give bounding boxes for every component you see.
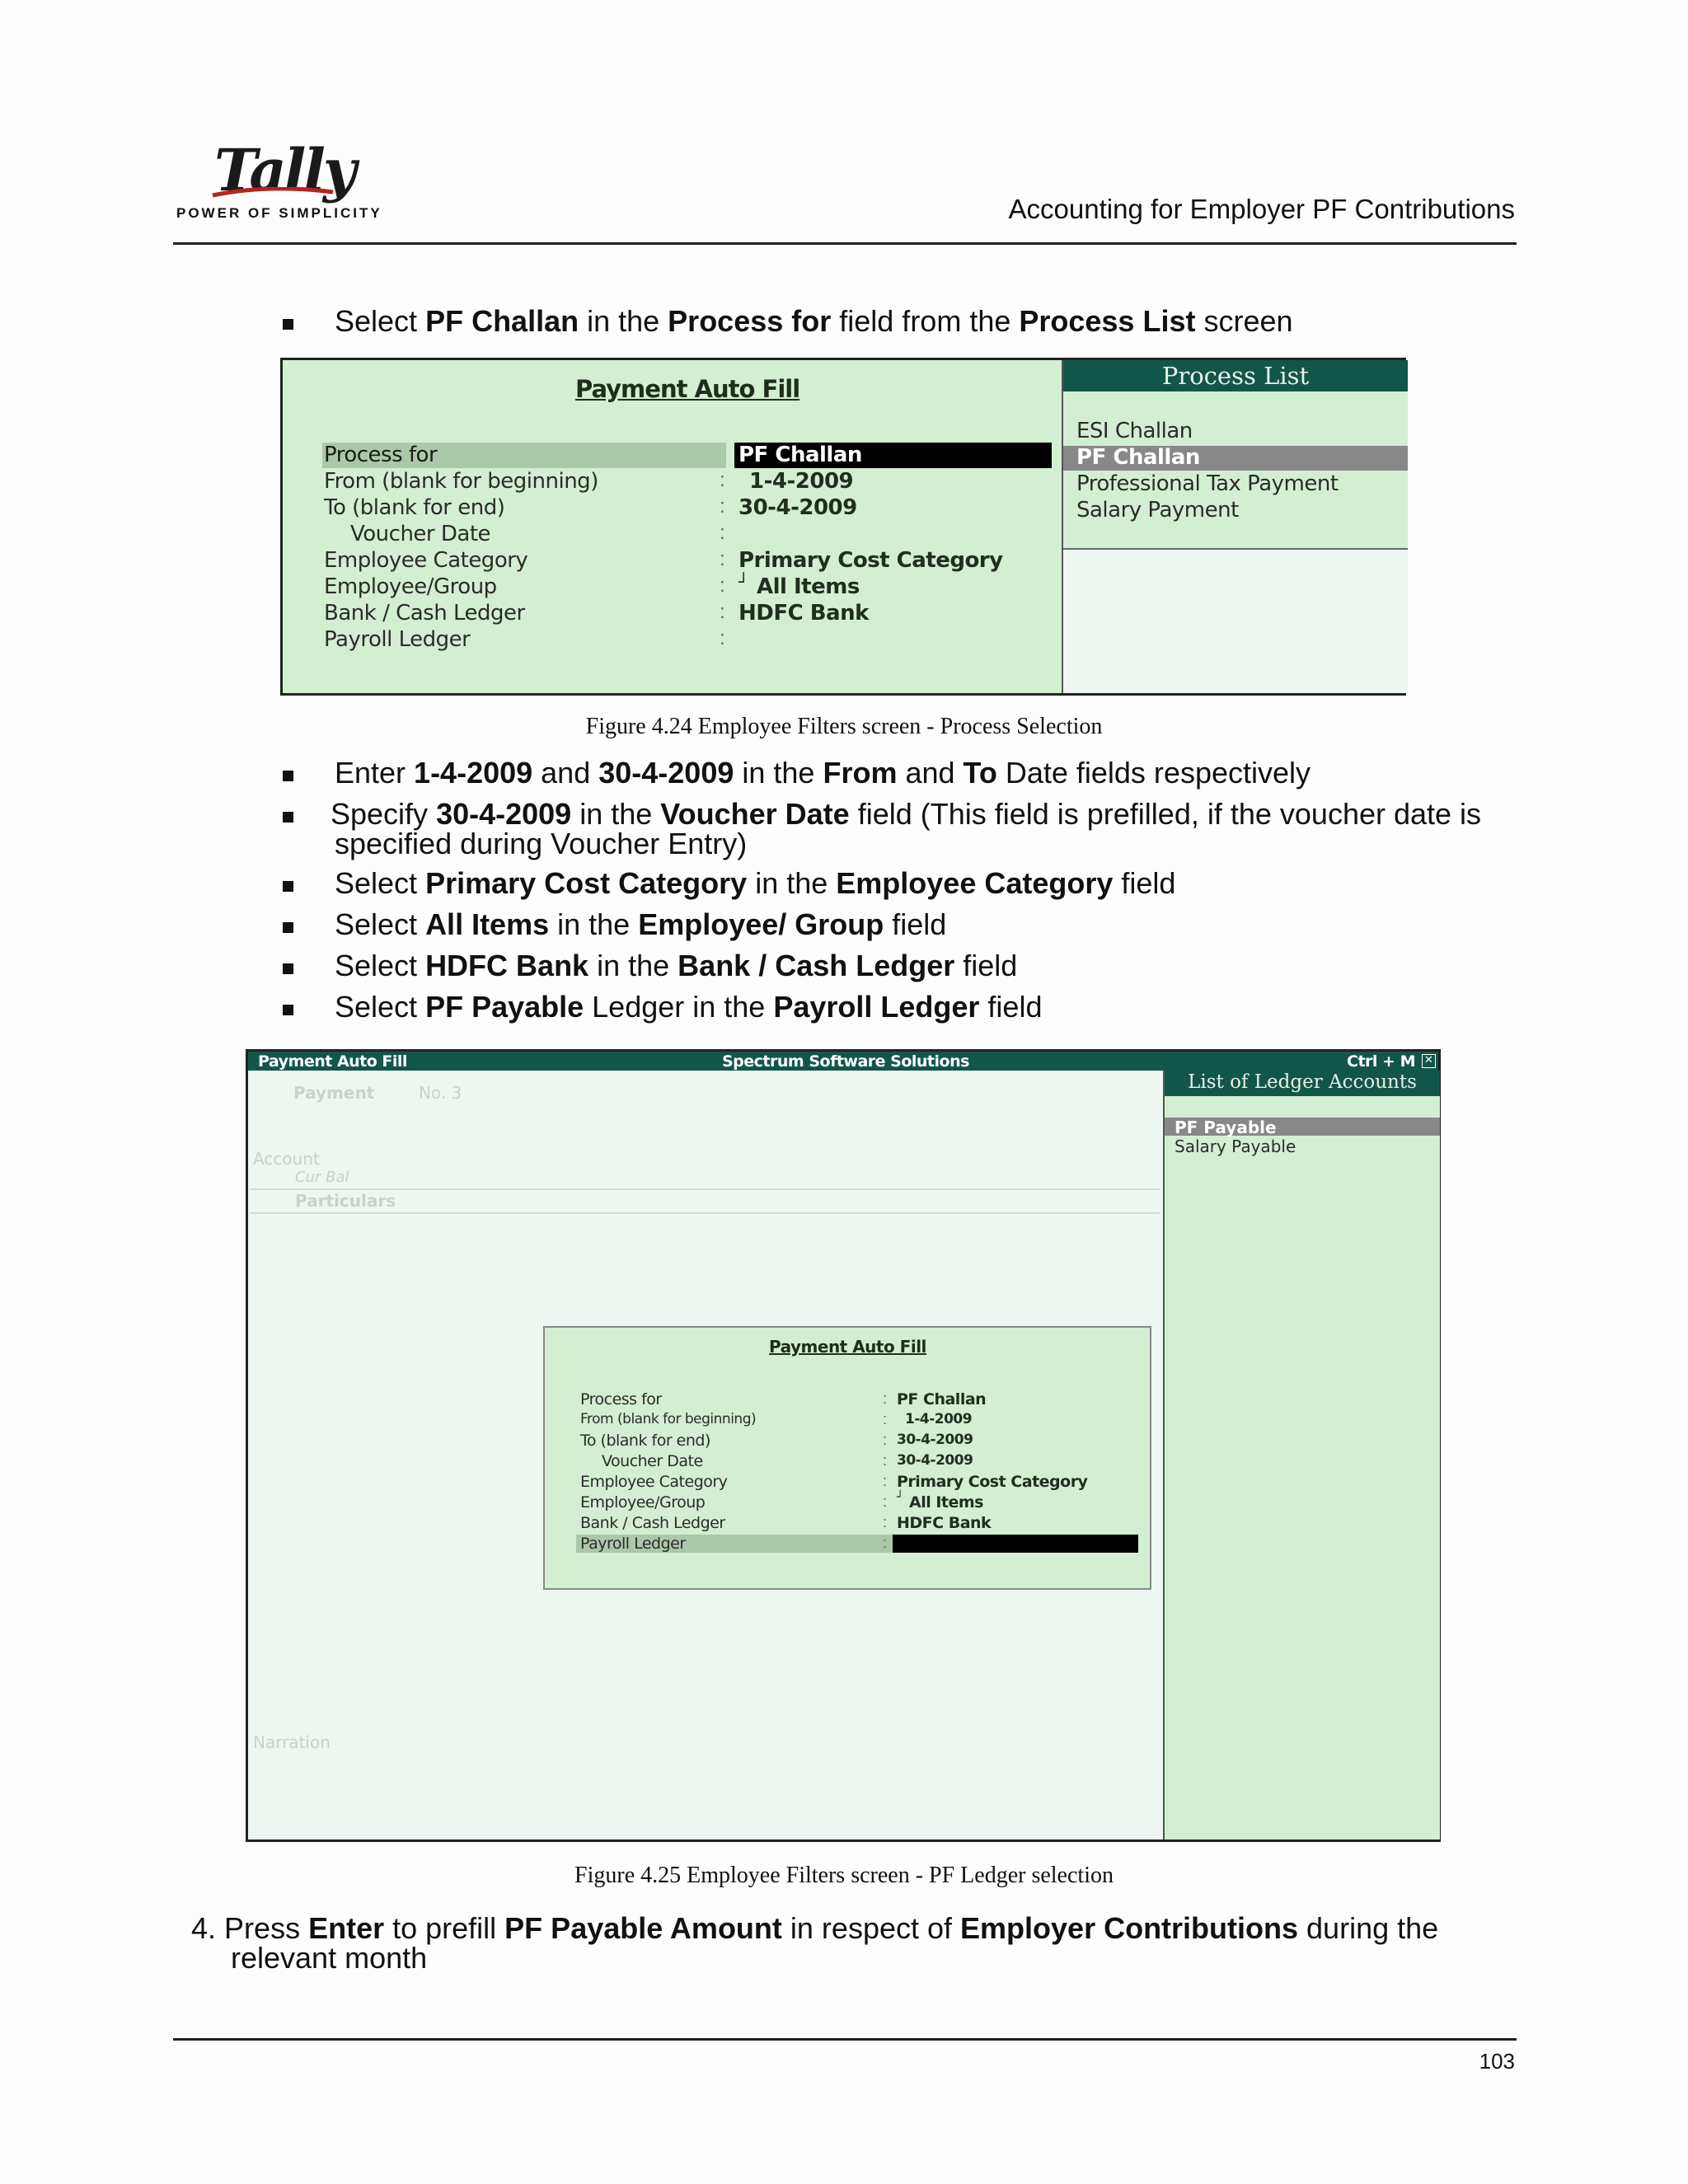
emphasis-text: Employee/ Group (638, 907, 884, 941)
divider (250, 1188, 1160, 1190)
logo-tagline: POWER OF SIMPLICITY (176, 205, 382, 221)
bullet-item (335, 908, 946, 941)
value-process-for[interactable]: PF Challan (897, 1390, 987, 1408)
text: field (884, 907, 947, 941)
text: Select (335, 990, 426, 1024)
bullet-marker (283, 1005, 293, 1015)
value-employee-group[interactable]: All Items (757, 574, 860, 599)
list-item-pf-challan[interactable]: PF Challan (1076, 445, 1200, 470)
voucher-type-label: Payment (293, 1083, 375, 1103)
bullet-item (335, 991, 1042, 1024)
label-bank-cash-ledger: Bank / Cash Ledger (580, 1514, 725, 1532)
bullet-marker (283, 881, 293, 892)
colon: : (720, 548, 725, 570)
logo-swoosh-icon (211, 187, 335, 199)
particulars-header: Particulars (295, 1191, 396, 1211)
bullet-marker (283, 771, 293, 781)
value-highlight (893, 1535, 1138, 1553)
close-icon[interactable]: ✕ (1422, 1054, 1436, 1068)
text: Enter (335, 756, 415, 790)
page-header-title: Accounting for Employer PF Contributions (1008, 194, 1515, 224)
list-item-professional-tax[interactable]: Professional Tax Payment (1076, 471, 1339, 496)
bullet-item (335, 949, 1017, 982)
emphasis-text: Payroll Ledger (773, 990, 980, 1024)
colon: : (883, 1473, 888, 1489)
bullet-item (335, 867, 1175, 900)
emphasis-text: Bank / Cash Ledger (678, 949, 955, 982)
text: field (1113, 866, 1176, 900)
text: and (532, 756, 599, 790)
value-voucher-date[interactable]: 30-4-2009 (897, 1452, 973, 1469)
text: Select (335, 907, 426, 941)
divider (250, 1212, 1160, 1214)
figure-caption-2: Figure 4.25 Employee Filters screen - PF Ledger selection (574, 1863, 1114, 1888)
colon: : (883, 1493, 888, 1510)
bullet-item (331, 798, 1481, 831)
colon: : (883, 1535, 888, 1551)
label-voucher-date: Voucher Date (602, 1452, 703, 1470)
page-number: 103 (1479, 2049, 1515, 2074)
emphasis-text: 1-4-2009 (414, 756, 533, 790)
list-item-salary-payment[interactable]: Salary Payment (1076, 498, 1239, 523)
label-from: From (blank for beginning) (580, 1411, 757, 1427)
text: and (897, 756, 964, 790)
emphasis-text: 30-4-2009 (598, 756, 734, 790)
form-title: Payment Auto Fill (575, 375, 800, 403)
text: in the (588, 949, 678, 982)
narration-label: Narration (253, 1732, 331, 1752)
label-to: To (blank for end) (324, 495, 505, 520)
value-bank-cash-ledger[interactable]: HDFC Bank (897, 1514, 992, 1532)
bullet-marker (283, 963, 293, 974)
auto-fill-dialog (543, 1326, 1151, 1590)
logo-wordmark: Tally (214, 136, 354, 204)
label-process-for: Process for (324, 443, 438, 467)
bullet-marker (283, 922, 293, 933)
emphasis-text: PF Payable (425, 990, 584, 1024)
arrow-icon: ┘ (738, 572, 748, 592)
label-bank-cash-ledger: Bank / Cash Ledger (324, 601, 525, 626)
text: Date fields respectively (996, 756, 1311, 790)
colon: : (720, 601, 725, 623)
step-4-text: 4. Press Enter to prefill PF Payable Amount in respect of Employer Contributions during the (191, 1911, 1439, 1945)
title-bar-shortcut: Ctrl + M (1347, 1052, 1415, 1071)
text: Ledger in the (584, 990, 774, 1024)
arrow-icon: ┘ (897, 1491, 903, 1504)
value-from[interactable]: 1-4-2009 (905, 1411, 973, 1427)
label-voucher-date: Voucher Date (350, 522, 491, 546)
label-employee-category: Employee Category (324, 548, 528, 573)
text: Select (335, 866, 426, 900)
value-process-for[interactable]: PF Challan (738, 443, 862, 467)
text: field (This field is prefilled, if the voucher date is (849, 797, 1482, 831)
label-employee-group: Employee/Group (324, 574, 497, 599)
value-to[interactable]: 30-4-2009 (738, 495, 857, 520)
voucher-number: No. 3 (419, 1083, 462, 1103)
figure-pf-ledger-selection (246, 1049, 1441, 1842)
colon: : (720, 574, 725, 597)
form-title: Payment Auto Fill (769, 1337, 926, 1357)
text: field (979, 990, 1043, 1024)
list-item-esi-challan[interactable]: ESI Challan (1076, 419, 1193, 443)
ledger-item-salary-payable[interactable]: Salary Payable (1175, 1137, 1296, 1156)
emphasis-text: Voucher Date (660, 797, 850, 831)
emphasis-text: HDFC Bank (425, 949, 589, 982)
title-bar (248, 1052, 1438, 1071)
text: in the (549, 907, 639, 941)
label-to: To (blank for end) (580, 1432, 710, 1450)
value-from[interactable]: 1-4-2009 (749, 469, 854, 494)
emphasis-text: Primary Cost Category (425, 866, 748, 900)
emphasis-text: Employee Category (836, 866, 1114, 900)
account-label: Account (253, 1149, 320, 1169)
process-list (1063, 391, 1408, 550)
emphasis-text: All Items (425, 907, 550, 941)
colon: : (883, 1514, 888, 1530)
figure-caption-1: Figure 4.24 Employee Filters screen - Process Selection (585, 714, 1103, 739)
figure-process-selection (280, 358, 1406, 696)
ledger-item-pf-payable[interactable]: PF Payable (1175, 1118, 1277, 1137)
ledger-list-title: List of Ledger Accounts (1165, 1071, 1440, 1096)
value-bank-cash-ledger[interactable]: HDFC Bank (738, 601, 869, 626)
text: field (954, 949, 1018, 982)
value-employee-group[interactable]: All Items (909, 1493, 983, 1511)
bullet-item (335, 757, 1311, 790)
ledger-accounts-panel (1163, 1071, 1440, 1840)
colon: : (720, 522, 725, 544)
colon: : (720, 627, 725, 649)
value-employee-category[interactable]: Primary Cost Category (897, 1473, 1088, 1491)
bullet-marker (283, 812, 293, 823)
emphasis-text: From (823, 756, 898, 790)
process-list-panel (1062, 360, 1408, 693)
colon: : (720, 495, 725, 518)
label-employee-group: Employee/Group (580, 1493, 706, 1511)
label-employee-category: Employee Category (580, 1473, 728, 1491)
value-to[interactable]: 30-4-2009 (897, 1432, 973, 1448)
label-payroll-ledger: Payroll Ledger (580, 1535, 686, 1553)
text: in the (571, 797, 661, 831)
text: Select (335, 949, 426, 982)
process-list-title: Process List (1063, 360, 1408, 391)
current-balance-label: Cur Bal (295, 1169, 349, 1186)
step-4-continuation: relevant month (231, 1941, 428, 1975)
colon: : (720, 469, 725, 491)
label-process-for: Process for (580, 1390, 662, 1408)
title-bar-company: Spectrum Software Solutions (722, 1052, 969, 1071)
title-bar-left: Payment Auto Fill (258, 1052, 407, 1071)
footer-rule (173, 2038, 1517, 2041)
header-rule (173, 242, 1517, 245)
value-employee-category[interactable]: Primary Cost Category (738, 548, 1003, 573)
bullet-continuation: specified during Voucher Entry) (335, 827, 748, 860)
bullet-select-process: Select PF Challan in the Process for field from the Process List screen (335, 304, 1293, 338)
label-payroll-ledger: Payroll Ledger (324, 627, 471, 652)
colon: : (883, 1390, 888, 1407)
colon: : (883, 1452, 888, 1469)
colon: : (883, 1432, 888, 1448)
text: Specify (331, 797, 437, 831)
bullet-marker (283, 319, 293, 330)
emphasis-text: 30-4-2009 (436, 797, 572, 831)
label-from: From (blank for beginning) (324, 469, 598, 494)
colon: : (883, 1411, 888, 1427)
text: in the (747, 866, 837, 900)
emphasis-text: To (963, 756, 997, 790)
text: in the (734, 756, 823, 790)
